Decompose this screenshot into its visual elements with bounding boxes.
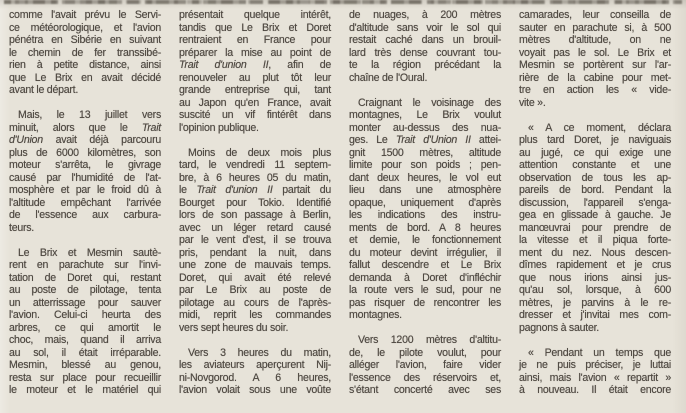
text-line: que Le Brix en avait décidé <box>9 71 161 84</box>
text-line: comme l'avait prévu le Servi- <box>9 9 161 21</box>
text-line: dant deux heures, le vol eut <box>349 171 501 184</box>
text-line: je ne puis préciser, je luttai <box>519 359 671 371</box>
text-line: tandis que Le Brix et Doret <box>179 21 331 34</box>
text-line: Vers 1200 mètres d'altitu- <box>358 334 501 346</box>
text-line: présentait quelque intérêt, <box>179 9 331 21</box>
text-line: restait caché dans un brouil- <box>349 34 501 46</box>
text-line: lieu dans une atmosphère <box>349 184 501 196</box>
text-line: arbres, ce qui amortit le <box>9 321 161 334</box>
text-line: Mais, le 13 juillet vers <box>18 109 161 121</box>
text-line: Trait d'union II, afin de <box>179 59 331 71</box>
text-line: Doret, qui avait été relevé <box>179 271 331 284</box>
text-line: d'altitude sans voir le sol qui <box>349 21 501 34</box>
text-line: avant le départ. <box>9 84 79 96</box>
paragraph <box>349 334 501 397</box>
text-line: de nuages, à 200 mètres <box>349 9 501 21</box>
text-line: et demie, le fonctionnement <box>349 234 501 246</box>
text-line: d'Union avait déjà parcouru <box>9 134 161 146</box>
paragraph <box>349 97 501 322</box>
text-line: pareils de bord. Pendant la <box>519 184 671 196</box>
text-line: « A ce moment, déclara <box>528 121 671 134</box>
text-line: chaîne de l'Oural. <box>349 71 428 84</box>
paragraph <box>9 247 161 397</box>
text-line: la vitesse et il piqua forte- <box>519 234 671 246</box>
text-line: un atterrissage pour sauver <box>9 296 161 309</box>
text-line: mètres, je parvins à le re- <box>519 296 671 309</box>
text-line: de l'essence aux carbura- <box>9 209 161 221</box>
text-line: grande entreprise qui, tant <box>179 84 331 96</box>
text-line: lard très dense couvrant tou- <box>349 46 501 59</box>
text-line: l'altitude empêchant l'arrivée <box>9 196 161 209</box>
text-line: dîmes rapidement et je crus <box>519 259 671 271</box>
text-line: rière de la cabine pour met- <box>519 71 671 84</box>
text-line: teurs. <box>9 221 34 234</box>
paragraph <box>519 347 671 397</box>
text-line: une zone de mauvais temps. <box>179 259 331 271</box>
text-line: mètres d'altitude, on ne <box>519 34 671 46</box>
text-line: pénétra en Sibérie en suivant <box>9 34 161 46</box>
text-line: par Le Brix au poste de <box>179 284 331 296</box>
paragraph <box>519 122 671 335</box>
text-line: ainsi, mais l'avion « repartit » <box>519 371 671 384</box>
text-line: manœuvrai pour prendre de <box>519 221 671 234</box>
text-line: resta sur place pour recueillir <box>9 371 161 384</box>
text-line: montagnes. <box>349 309 402 321</box>
text-line: les indications des instru- <box>349 209 501 221</box>
text-line: te la région précédant la <box>349 59 501 71</box>
text-line: causé par l'humidité de l'at- <box>9 171 161 184</box>
paragraph <box>9 9 161 97</box>
paragraph <box>179 347 331 397</box>
text-line: mosphère et par le froid dû à <box>9 184 161 196</box>
text-line: rent en parachute sur l'invi- <box>9 259 161 271</box>
text-line: que nous irions ainsi jus- <box>519 271 671 284</box>
text-line: limite pour son poids ; pen- <box>349 159 501 171</box>
text-line: Le Brix et Mesmin sautè- <box>18 246 161 259</box>
text-line: l'avion volait sous une voûte <box>179 384 331 396</box>
text-line: tard, le vendredi 11 septem- <box>179 159 331 171</box>
text-line: plus de 6000 kilomètres, son <box>9 146 161 159</box>
text-line: Mesmin, blessé au genou, <box>9 359 161 371</box>
paragraph <box>179 9 331 134</box>
text-line: l'opinion publique. <box>179 121 259 134</box>
text-line: « Pendant un temps que <box>528 346 671 359</box>
text-line: le Trait d'union II partait du <box>179 184 331 196</box>
text-line: gea en glissade à gauche. Je <box>519 209 671 221</box>
paragraph <box>349 9 501 84</box>
text-line: du moteur devint irrégulier, il <box>349 246 501 259</box>
paragraph <box>179 147 331 335</box>
text-line: vite ». <box>519 96 546 109</box>
text-line: qu'au sol, lorsque, à 600 <box>519 284 671 296</box>
text-line: ments de bord. A 8 heures <box>349 221 501 234</box>
text-line: ce météorologique, et l'avion <box>9 21 161 34</box>
text-line: tation de Doret qui, restant <box>9 271 161 284</box>
text-line: midi, reprit les commandes <box>179 309 331 321</box>
paragraph <box>519 9 671 109</box>
paragraph <box>9 109 161 234</box>
text-column-2 <box>179 9 331 397</box>
text-line: rien à petite distance, ainsi <box>9 59 161 71</box>
text-line: au Japon qu'en France, avait <box>179 96 331 109</box>
text-line: sauter en parachute si, à 500 <box>519 21 671 34</box>
text-line: le chemin de fer transsibé- <box>9 46 161 59</box>
text-line: la route vers le sud, pour ne <box>349 284 501 296</box>
text-line: demanda à Doret d'infléchir <box>349 271 501 284</box>
text-line: pilotage au cours de l'après- <box>179 296 331 309</box>
text-line: ges. Le Trait d'Union II attei- <box>349 134 501 146</box>
text-line: pas risquer de rencontrer les <box>349 296 501 309</box>
text-line: renouveler au plut tôt leur <box>179 71 331 84</box>
text-line: Craignant le voisinage des <box>358 96 501 109</box>
text-line: observation de tous les ap- <box>519 171 671 184</box>
text-line: alléger l'avion, faire vider <box>349 359 501 371</box>
text-line: de, le pilote voulut, pour <box>349 346 501 359</box>
text-line: fallut descendre et Le Brix <box>349 259 501 271</box>
text-line: ni-Novgorod. A 6 heures, <box>179 371 331 384</box>
text-line: au sol, il était irréparable. <box>9 346 161 359</box>
text-line: monter au-dessus des nua- <box>349 121 501 134</box>
text-line: montagnes, Le Brix voulut <box>349 109 501 121</box>
text-line: rentraient en France pour <box>179 34 331 46</box>
text-line: Vers 3 heures du matin, <box>188 346 331 359</box>
text-line: lors de son passage à Berlin, <box>179 209 331 221</box>
text-line: attention constante et une <box>519 159 671 171</box>
text-line: ment du nez. Nous descen- <box>519 246 671 259</box>
text-line: moteur s'arrêta, le givrage <box>9 159 161 171</box>
text-column-4 <box>519 9 671 397</box>
text-line: opaque, uniquement d'après <box>349 196 501 209</box>
text-line: avec un léger retard causé <box>179 221 331 234</box>
text-line: pagnons à sauter. <box>519 321 599 334</box>
text-line: au jugé, ce qui exige une <box>519 146 671 159</box>
text-line: voyait pas le sol. Le Brix et <box>519 46 671 59</box>
text-line: minuit, alors que le Trait <box>9 121 161 134</box>
text-line: plus tard Doret, je naviguais <box>519 134 671 146</box>
text-line: l'essence des réservoirs et, <box>349 371 501 384</box>
text-line: discussion, l'appareil s'enga- <box>519 196 671 209</box>
text-line: camarades, leur conseilla de <box>519 9 671 21</box>
text-line: Mesmin se portèrent sur l'ar- <box>519 59 671 71</box>
text-line: préparer la mise au point de <box>179 46 331 59</box>
text-line: gnit 1500 mètres, altitude <box>349 146 501 159</box>
text-line: au poste de pilotage, tenta <box>9 284 161 296</box>
text-line: à nouveau. Il était encore <box>519 384 671 396</box>
text-line: vers sept heures du soir. <box>179 321 289 334</box>
text-column-3 <box>349 9 501 397</box>
text-line: choc, mais, quand il arriva <box>9 334 161 346</box>
text-line: s'étant concerté avec ses <box>349 384 501 396</box>
text-line: l'avion. Celui-ci heurta des <box>9 309 161 321</box>
text-line: suscité un vif fintérêt dans <box>179 109 331 121</box>
text-line: le moteur et le matériel qui <box>9 384 161 396</box>
text-column-1 <box>9 9 161 397</box>
text-line: les aviateurs aperçurent Nij- <box>179 359 331 371</box>
text-line: bre, à 6 heures 05 du matin, <box>179 171 331 184</box>
text-line: dresser et j'invitai mes com- <box>519 309 671 321</box>
text-line: Bourget pour Tokio. Identifié <box>179 196 331 209</box>
cropped-text-remnant <box>4 0 682 4</box>
text-line: par le vent d'est, il se trouva <box>179 234 331 246</box>
text-line: Moins de deux mois plus <box>188 146 331 159</box>
text-line: pris, pendant la nuit, dans <box>179 246 331 259</box>
text-line: tre en action les « vide- <box>519 84 671 96</box>
